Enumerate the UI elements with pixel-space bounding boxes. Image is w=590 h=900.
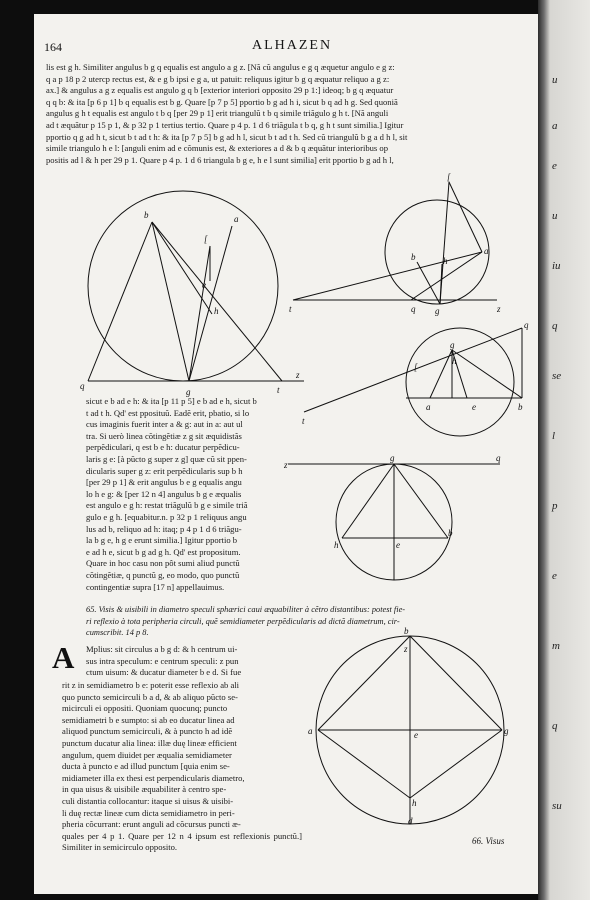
proposition-65: 65. Visis & uisibili in diametro speculi sphærici caui æquabiliter à cẽtro distantibus: potest fie- ri reflexio à tota peripheria circuli, quẽ semidiameter perpẽdicularis ad dictã diametrum, cir- cumscribit. 14 p 8. <box>86 605 406 638</box>
gutter-mark: e <box>552 160 557 172</box>
fig4-line-g-h <box>342 464 394 538</box>
fig1-label-b: b <box>144 210 149 220</box>
paragraph-bottom-rest: rit z in semidiametro b e: poterit esse reflexio ab ali quo puncto semicirculi b a d, & ab aliquo pũcto se- micirculi ei oppositi. Quoniam quocunq; puncto semidiametri b e sumpto: si ab eo ducatur linea ad aliquod punctum semicirculi, & à puncto h ad idẽ punctum ducatur alia linea: illæ duę lineæ efficient angulum, quem diuidet per æqualia semidiameter ducta à puncto e ad illud punctum [quia enim se- midiameter illa ex thesi est perpendicularis diametro, in qua uisus & uisibile æquabiliter à centro spe- culi distantia collocantur: itaque si uisus & uisibi- li duę rectæ lineæ cum dicta semidiametro in peri- pheria cõcurrant: erunt anguli ad cõcursus puncti æ- quales per 4 p 1. Quare per 12 n 4 ipsum est reflexionis punctũ.] Similiter in semicirculo opposito. <box>62 680 302 853</box>
fig2-label-bracket: [ <box>447 172 451 182</box>
figure-1-circle-diagram <box>44 186 304 406</box>
page-number: 164 <box>44 40 62 54</box>
gutter-mark: u <box>552 74 558 86</box>
fig1-label-bracket: [ <box>204 234 208 244</box>
figure-5-circle-diagram <box>306 626 526 826</box>
fig1-label-h: h <box>214 306 219 316</box>
fig4-label-h: h <box>334 540 339 550</box>
paragraph-bottom-first: Mplius: sit circulus a b g d: & h centrum ui- sus intra speculum: e centrum speculi: z pun ctum uisum: & ducatur diameter b e d. Si fue <box>86 644 242 678</box>
fig2-label-t: t <box>289 304 292 314</box>
catchword: 66. Visus <box>472 836 505 846</box>
fig4-line-g-b <box>394 464 448 538</box>
fig1-line-b-g <box>152 222 189 381</box>
gutter-mark: l <box>552 430 556 442</box>
fig5-line-a-h <box>318 730 410 798</box>
fig1-label-g: g <box>186 387 191 397</box>
paragraph-top: lis est g h. Similiter angulus b g q equalis est angulo a g z. [Nã cũ angulus e g q æquetur angulo e g z: q a p 18 p 2 utercp rectus est, & e g b ipsi e g a, ut patuit: reliquus igitur b g q æquatur reliquo a g z: ax.] & angulus a g z equalis est angulo g q b [exterior interiori opposito 29 p 1:] ideoq; b g q æquatur q q b: & ita [p 6 p 1] b q equalis est b g. Quare [p 7 p 5] pportio b g ad h i, sicut b q ad h g. Sed quoniã angulus g h t equalis est angulo t b q [per 29 p 1] erit triangulũ t b q simile triãgulo g h t. [Nã anguli ad t æquãtur p 15 p 1, & p 32 p 1 tertius tertio. Quare p 4 p. 1 d 6 triãgula t b q, g h t sunt similia.] Igitur pportio q g ad h t, sicut b t ad t h: & ita [p 7 p 5] b g ad h l, sicut b t ad t h. Sed cũ triangulũ b g a d h l, sit simile triangulo h e l: [anguli enim ad e cõmunis est, & exteriores a d & b q æquãtur interioribus op positis ad l & h per 29 p 1. Quare p 4 p. 1 d 6 triangula b g e, h e l sunt similia] erit pportio b g ad h l, <box>46 62 408 165</box>
figure-3-semicircle-diagram <box>302 314 539 434</box>
fig1-line-b-h <box>152 222 212 314</box>
paragraph-middle: sicut e b ad e h: & ita [p 11 p 5] e b ad e h, sicut b t ad t h. Qd' est pposituũ. Eadẽ erit, pbatio, si lo cus imaginis fuerit inter a & g: aut in a: aut ul tra. Si uerò linea cõtingẽtiæ z g sit æquidistãs perpẽdiculari, q est b e h: ducatur perpẽdicu- laris g e: [à pũcto g super z g] quæ cũ sit ppen- dicularis super g z: erit perpẽdicularis sup b h [per 29 p 1] & erit angulus b e g equalis angu lo h e g: & [per 12 n 4] angulus b g e æqualis est angulo e g h: restat triãgulũ b g e simile triã gulo e g h. [equabitur.n. p 32 p 1 reliquus angu lus ad b, reliquo ad h: itaq; p 4 p 1 d 6 triãgu- la b g e, h g e erunt similia.] Igitur pportio b e ad h e, sicut b g ad g h. Qd' est propositum. Quare in hoc casu non pôt sumi aliud punctũ cõtingẽtiæ, q punctũ g, eo modo, quo punctũ contingentiæ supra [17 n] appellauimus. <box>86 396 257 592</box>
fig2-circle <box>385 200 489 304</box>
fig1-label-a: a <box>234 214 239 224</box>
fig2-label-b: b <box>411 252 416 262</box>
drop-cap: A <box>52 640 75 675</box>
fig5-label-z: z <box>404 644 408 654</box>
fig2-label-a: a <box>484 246 489 256</box>
fig3-label-t: t <box>302 416 305 426</box>
fig3-label-g: g <box>450 340 455 350</box>
fig5-label-d: d <box>408 816 413 826</box>
fig2-label-q: q <box>411 304 416 314</box>
fig5-label-h: h <box>412 798 417 808</box>
fig4-label-e: e <box>396 540 400 550</box>
gutter-mark: su <box>552 800 562 812</box>
fig3-label-a: a <box>426 402 431 412</box>
fig5-label-a: a <box>308 726 313 736</box>
fig5-line-z-g <box>410 636 502 730</box>
fig3-line-g-a <box>430 350 452 398</box>
fig1-label-q: q <box>80 381 85 391</box>
fig4-label-g: g <box>390 453 395 463</box>
fig3-label-h: h <box>452 356 457 366</box>
fig3-label-b: b <box>518 402 523 412</box>
fig1-line-e-g <box>189 246 210 381</box>
fig1-label-t: t <box>277 385 280 395</box>
fig1-label-z: z <box>296 370 300 380</box>
fig5-line-g-h <box>410 730 502 798</box>
fig1-label-e: e <box>202 280 206 290</box>
fig1-circle <box>88 191 278 381</box>
fig3-label-q: q <box>524 320 529 330</box>
fig2-label-g: g <box>435 306 440 316</box>
fig5-label-e: e <box>414 730 418 740</box>
gutter-mark: se <box>552 370 562 382</box>
gutter-mark: a <box>552 120 558 132</box>
fig4-label-z: z <box>284 460 288 470</box>
fig5-label-g: g <box>504 726 509 736</box>
fig3-line-g-b <box>452 350 522 398</box>
fig4-label-q: q <box>496 453 501 463</box>
gutter-mark: q <box>552 320 558 332</box>
figure-2-circle-diagram <box>287 170 527 320</box>
fig2-line-t-a <box>293 252 482 300</box>
gutter-mark: p <box>552 500 558 512</box>
fig2-label-z: z <box>497 304 501 314</box>
gutter-mark: e <box>552 570 557 582</box>
fig5-label-b: b <box>404 626 409 636</box>
fig2-line-bracket-a <box>449 182 482 252</box>
figure-4-circle-diagram <box>282 452 532 602</box>
fig2-label-h: h <box>443 256 448 266</box>
gutter-mark: m <box>552 640 560 652</box>
book-page <box>34 14 539 894</box>
fig3-label-e: e <box>472 402 476 412</box>
facing-page-edge <box>538 0 590 900</box>
fig1-line-b-t <box>152 222 282 381</box>
gutter-mark: iu <box>552 260 561 272</box>
page-header <box>44 40 514 60</box>
fig4-label-b: b <box>448 528 453 538</box>
running-title: ALHAZEN <box>252 38 333 53</box>
gutter-mark: q <box>552 720 558 732</box>
fig5-line-z-a <box>318 636 410 730</box>
fig3-label-bracket: [ <box>414 362 418 372</box>
gutter-mark: u <box>552 210 558 222</box>
fig3-line-t-q <box>304 328 522 412</box>
